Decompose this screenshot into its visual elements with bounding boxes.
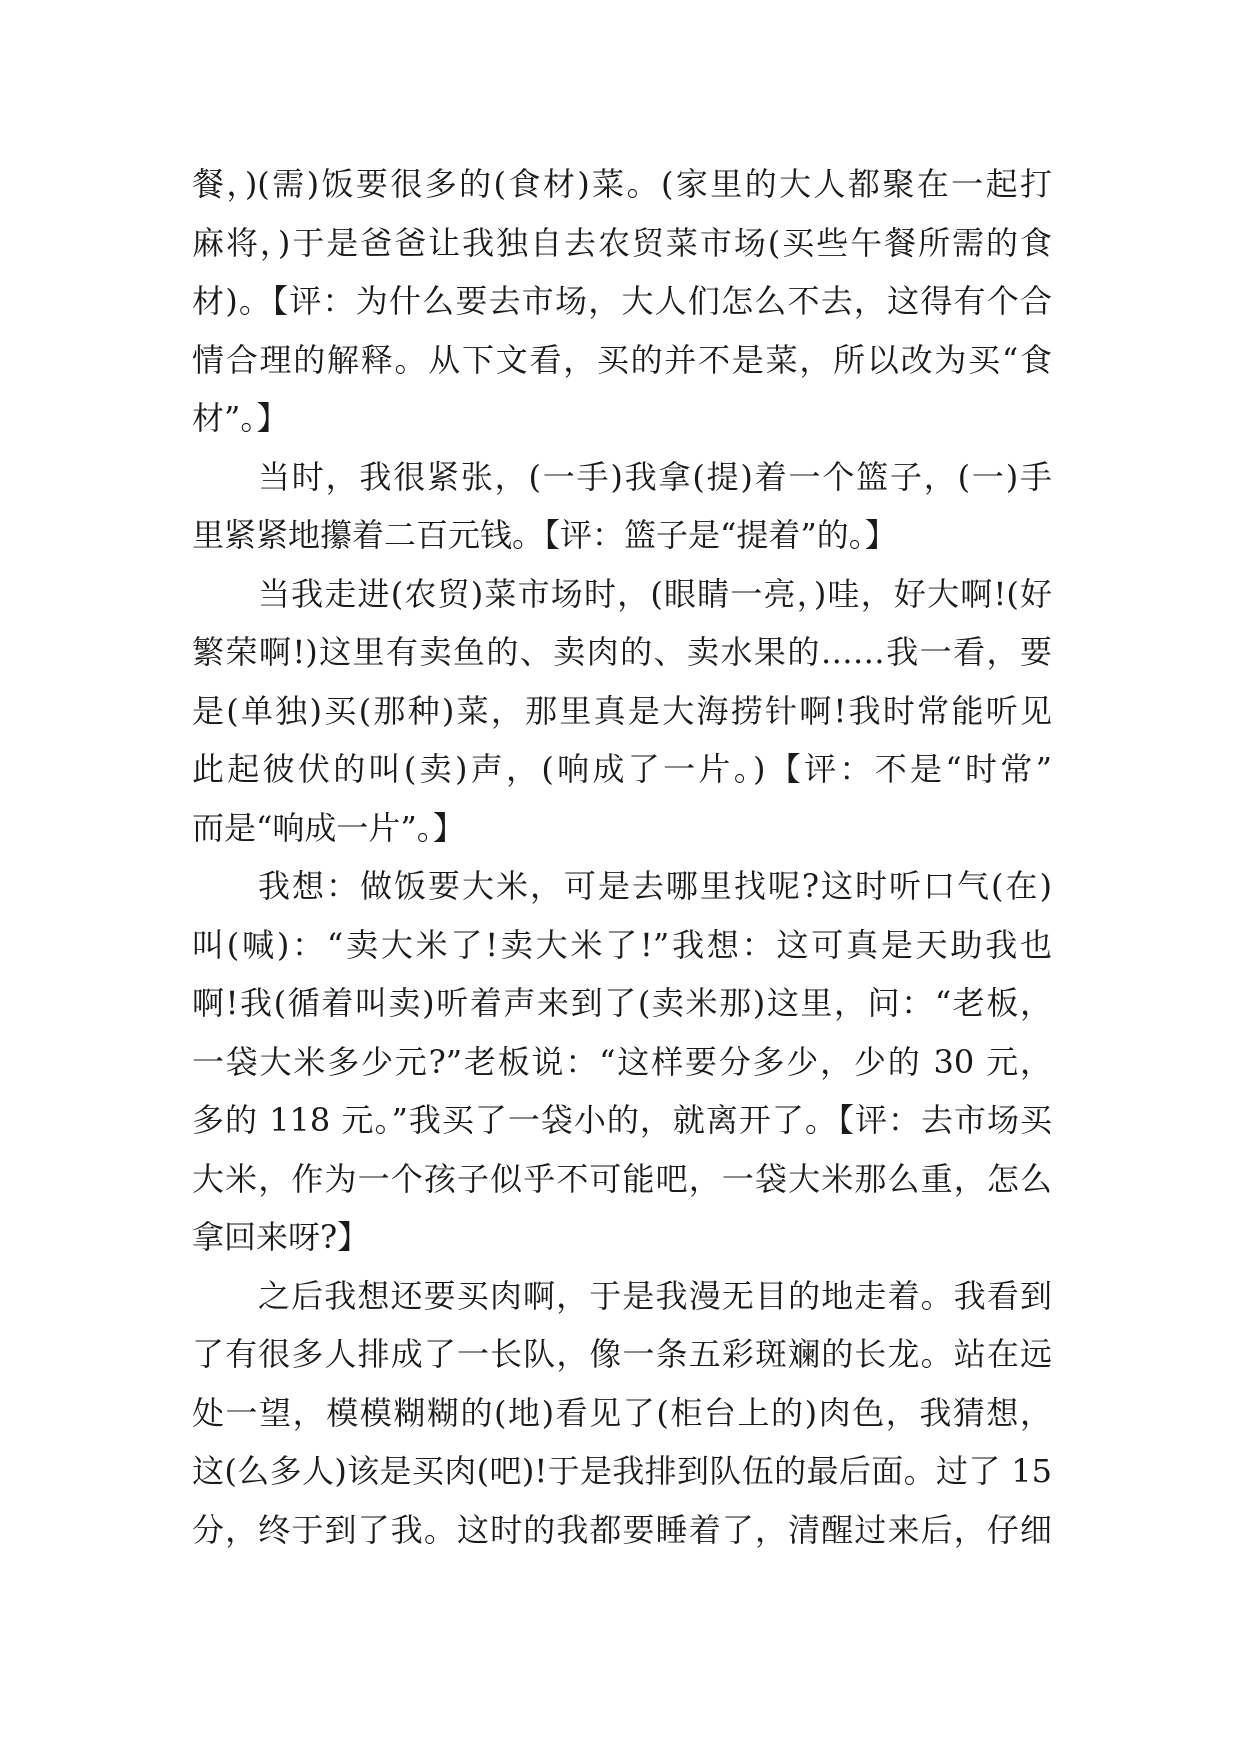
text-line: 餐，)(需)饭要很多的(食材)菜。(家里的大人都聚在一起打 [192, 165, 1052, 203]
text-line: 大米，作为一个孩子似乎不可能吧，一袋大米那么重，怎么 [192, 1159, 1052, 1198]
text-line: 这(么多人)该是买肉(吧)!于是我排到队伍的最后面。过了 15 [192, 1452, 1052, 1490]
paragraph-first-line: 当我走进(农贸)菜市场时，(眼睛一亮，)哇，好大啊!(好 [258, 574, 1052, 613]
text-line: 而是“响成一片”。】 [192, 808, 465, 847]
text-line: 多的 118 元。”我买了一袋小的，就离开了。【评：去市场买 [192, 1101, 1052, 1139]
text-line: 此起彼伏的叫(卖)声，(响成了一片。)【评：不是“时常” [192, 750, 1052, 788]
text-line: 拿回来呀?】 [192, 1218, 370, 1256]
text-line: 材)。【评：为什么要去市场，大人们怎么不去，这得有个合 [192, 282, 1052, 320]
paragraph-first-line: 当时，我很紧张，(一手)我拿(提)着一个篮子，(一)手 [258, 457, 1052, 496]
text-line: 分，终于到了我。这时的我都要睡着了，清醒过来后，仔细 [192, 1510, 1052, 1549]
text-line: 材”。】 [192, 399, 289, 437]
document-body [192, 155, 1052, 1559]
text-line: 是(单独)买(那种)菜，那里真是大海捞针啊!我时常能听见 [192, 691, 1052, 730]
text-line: 麻将，)于是爸爸让我独自去农贸菜市场(买些午餐所需的食 [192, 223, 1052, 262]
text-line: 处一望，模模糊糊的(地)看见了(柜台上的)肉色，我猜想， [192, 1393, 1052, 1432]
text-line: 了有很多人排成了一长队，像一条五彩斑斓的长龙。站在远 [192, 1335, 1052, 1373]
text-line: 叫(喊)：“卖大米了!卖大米了!”我想：这可真是天助我也 [192, 925, 1052, 964]
text-line: 一袋大米多少元?”老板说：“这样要分多少，少的 30 元， [192, 1042, 1052, 1081]
paragraph-first-line: 之后我想还要买肉啊，于是我漫无目的地走着。我看到 [258, 1276, 1052, 1315]
text-line: 啊!我(循着叫卖)听着声来到了(卖米那)这里，问：“老板， [192, 984, 1052, 1022]
text-line: 情合理的解释。从下文看，买的并不是菜，所以改为买“食 [192, 340, 1052, 379]
text-line: 里紧紧地攥着二百元钱。【评：篮子是“提着”的。】 [192, 516, 897, 554]
text-line: 繁荣啊!)这里有卖鱼的、卖肉的、卖水果的……我一看，要 [192, 633, 1052, 671]
paragraph-first-line: 我想：做饭要大米，可是去哪里找呢?这时听口气(在) [258, 867, 1052, 905]
